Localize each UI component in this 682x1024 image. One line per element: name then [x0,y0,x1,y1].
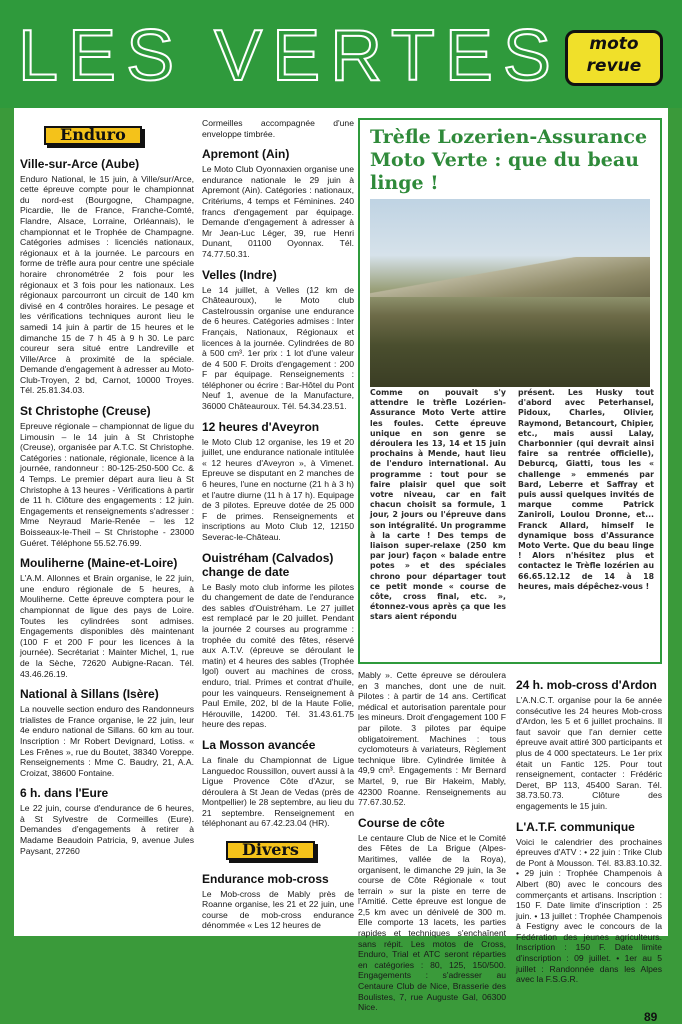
magazine-logo [565,30,663,86]
article-title: Velles (Indre) [202,267,277,282]
article-body: le Moto Club 12 organise, les 19 et 20 juillet, une endurance nationale intitulée « 12 heures d'Aveyron », à Vimenet. Epreuve se disputant en 2 manches de 6 heures, l'une en nocturne (21 h à 3 h) et l'autre diurne (11 h à 17 h). Equipage de 3 pilotes. Epreuve dotée de 25 000 F de primes. Renseignements et inscriptions au Moto Club 12, 12150 Severac-le-Château. [202,436,354,542]
section-title: LES VERTES [18,16,561,96]
feature-paragraph: présent. Les Husky tout d'abord avec Peterhansel, Pidoux, Charles, Olivier, Raymond, Betancourt, Chipier, etc., mais aussi Lalay, Charbonnier (qui devrait ainsi faire sa rentrée officielle), Deburcq, Giatti, tous les « challenge » emmenés par Bard, Leberre et Saffray et puis aussi quelques invités de marque comme Patrick Zaniroli, Loulou Dronne, et... Franck Allard, himself le dynamique boss d'Assurance Moto Verte. Que du beau linge ! Alors n'hésitez plus et contactez le Trèfle lozérien au 66.65.12.12 de 14 à 18 heures, mais dépêchez-vous ! [518,388,654,591]
section-tag-divers: Divers [226,841,315,860]
article-body: La finale du Championnat de Ligue Languedoc Roussillon, ouvert aussi à la Ligue Provence Côte d'Azur, se déroulera à St Jean de Vedas (près de Montpellier) le 28 septembre, au lieu du 21 septembre. Renseignement en téléphonant au 67.42.23.04 (HR). [202,754,354,829]
article-body: Le centaure Club de Nice et le Comité des Fêtes de La Brigue (Alpes-Maritimes, vallée de la Roya), organisent, le dimanche 29 juin, la 3e course de Côte Régionale « tout terrain » sur la piste en terre de l'Amitié. Cette épreuve est longue de 2,5 km avec un dénivelé de 300 m. Elle comporte 13 lacets, les parties rapides et techniques s'enchaînent sans répit. Les motos de Cross, Enduro, Trial et ATC seront réparties en catégories : 80, 125, 150/500. Engagements : s'adresser au Centaure Club de Nice, Brasserie des Boulistes, 7, rue Auguste Gal, 06300 Nice. [358,832,506,1013]
column-3c [516,670,662,989]
column-1 [20,118,194,860]
article-body: Le Mob-cross de Mably près de Roanne organise, les 21 et 22 juin, une course de mob-cross endurance dénommée « Les 12 heures de [202,888,354,931]
article-continuation: Cormeilles accompagnée d'une enveloppe timbrée. [202,118,354,139]
article-continuation: Mably ». Cette épreuve se déroulera en 3 manches, dont une de nuit. Pilotes : à partir de 14 ans. Certificat médical et autorisation parentale pour les mineurs. Droit d'engagement 100 F par pilote. 3 pilotes par équipe obligatoirement. Machines : tous cyclomoteurs à variateurs, Règlement technique libre. Cylindrée limitée à 49,9 cm³. Engagements : Mr Bernard Martel, 9, rue Bir Hakeim, Mably, 42300 Roanne. Renseignements au 77.67.30.52. [358,670,506,808]
photo-ridge [370,257,650,297]
article-title: 12 heures d'Aveyron [202,419,320,434]
feature-col-a [370,388,506,623]
article-title: Ville-sur-Arce (Aube) [20,156,140,171]
feature-col-b [518,388,654,592]
article-body: Le 22 juin, course d'endurance de 6 heures, à St Sylvestre de Cormeilles (Eure). Demandes d'engagements à retirer à Madame Beaudoin Patricia, 9, avenue Jules Paysant, 27260 [20,803,194,856]
logo-line-2: revue [586,56,642,76]
page-header [0,0,682,108]
feature-paragraph: Comme on pouvait s'y attendre le trèfle Lozérien-Assurance Moto Verte attire les foules. Cette épreuve unique en son genre se déroulera les 13, 14 et 15 juin prochains à Mende, haut lieu de l'enduro international. Au programme : tout pour se faire plaisir quel que soit votre niveau, car en fait chacun choisit sa formule, 1 jour, 2 jours ou l'épreuve dans son intégralité. Un programme à la carte ! Des temps de liaison super-relaxe (250 km par jour) façon « balade entre potes » et des spéciales chrono pour départager tout ce petit monde « course de côte, cross final, etc. », étonnez-vous après ça que les stars aient répondu [370,388,506,622]
section-tag-enduro: Enduro [44,126,142,145]
article-title: L'A.T.F. communique [516,819,635,834]
article-title: Ouistréham (Calvados) change de date [202,550,334,579]
article-title: La Mosson avancée [202,737,316,752]
article-body: La nouvelle section enduro des Randonneurs trialistes de France organise, le 22 juin, leur 4e enduro national de Sillans. 60 km au tour. Inscription : Mr Robert Devignard, Lotiss. « Les Frênes », rue du Boutet, 38340 Voreppe. Renseignements : Mme C. Baudry, 21, A.A. Croizat, 38600 Fontaine. [20,704,194,778]
article-title: Course de côte [358,815,445,830]
article-body: L'A.N.C.T. organise pour la 6e année consécutive les 24 heures Mob-cross d'Ardon, les 5 et 6 juillet prochains. Il faut savoir que l'an dernier cette épreuve avait attiré 300 participants et plus de 4 000 spectateurs. Le 1er prix était un Fantic 125. Pour tout renseignement, contacter : Frédéric Deret, BP 113, 45400 Saran. Tél. 38.73.50.73. Clôture des engagements le 15 juin. [516,695,662,811]
article-title: St Christophe (Creuse) [20,404,151,419]
article-title: Mouliherne (Maine-et-Loire) [20,556,178,571]
article-body: Enduro National, le 15 juin, à Ville/sur/Arce, cette épreuve compte pour le championnat du nord-est (Bourgogne, Champagne, Picardie, Ile de France, Franche-Comté, Flandre, Alsace, Lorraine, Orléannais), le championnat et le Trophée de Champagne. Catégories admises : licenciés nationaux, régionaux et à la journée. Le parcours en forme de trèfle aura pour centre une spéciale horaire chronométrée 2 fois pour les régionaux et 3 fois pour les nationaux. Les régionaux parcourront un circuit de 140 km divisé en 4 contrôles horaires. Le pesage et les vérifications techniques auront lieu le samedi 14 juin à partir de 15 heures et le dimanche 15 de 7 h 45 à 9 h 30. Le parc coureur sera situé entre Landreville et Ville/Arce à proximité de la spéciale. Demande d'engagement à adresser au Moto-Club-Troyen, 2 bd, Carnot, 10000 Troyes. Tél. 25.81.34.03. [20,173,194,396]
column-3b [358,670,506,1017]
page-number: 89 [644,1010,658,1024]
feature-box [358,118,662,664]
page-body [14,108,668,1024]
article-title: National à Sillans (Isère) [20,687,159,702]
article-body: Le 14 juillet, à Velles (12 km de Châteauroux), le Moto club Castelroussin organise une endurance de 6 heures. Catégories admises : Inter Français, Nationaux, Régionaux et licences à la journée. Cylindrées de 80 à 500 cm³. 1er prix : 1 lot d'une valeur de 4 500 F. Droits d'engagement : 200 F par équipage. Renseignements : téléphoner ou écrire : Bar-Hôtel du Pont Neuf 1, avenue de la Manufacture, 36000 Châteauroux. Tél. 54.34.23.51. [202,284,354,412]
article-body: Le Moto Club Oyonnaxien organise une endurance nationale le 29 juin à Apremont (Ain). Catégories : nationaux, Critériums, 4 temps et Féminines. 240 francs d'engagement par équipage. Demande d'engagement à adresser à Mr Jean-Luc Léger, 39, rue Henri Dunant, 01100 Oyonnax. Tél. 74.77.50.31. [202,164,354,259]
article-title: Endurance mob-cross [202,871,329,886]
feature-title: Trèfle Lozerien-Assurance Moto Verte : que du beau linge ! [370,126,648,194]
article-title: 6 h. dans l'Eure [20,786,109,801]
article-body: Voici le calendrier des prochaines épreuves d'ATV : • 22 juin : Trike Club de Pont à Mousson. Tél. 83.83.10.32. • 29 juin : Trophée Champenois à Albert (80) avec le concours des commerçants et artisans. Inscription : 150 F. Date limite d'inscription : 25 juin. • 13 juillet : Trophée Champenois à Festigny avec le concours de la Fédération des jeunes agriculteurs. Inscription : 150 F. Date limite d'inscription : 09 juillet. • 1er au 5 juillet : Randonnée dans les Alpes avec la F.S.G.R. [516,836,662,985]
column-2 [202,118,354,935]
article-body: L'A.M. Allonnes et Brain organise, le 22 juin, une enduro régionale de 5 heures, à Mouliherne. Cette épreuve comptera pour le championnat de ligue des pays de Loire. Toutes les cylindrées sont admises. Engagements disponibles dès maintenant (100 F et 200 F pour les licences à la journée). Secrétariat : Mainter Michel, 1, rue de la Sèche, 72620 Aubigne-Racan. Tél. 43.46.26.19. [20,573,194,679]
article-body: Epreuve régionale – championnat de ligue du Limousin – le 14 juin à St Christophe (Creuse), organisée par A.T.C. St Christophe. Catégories : nationale, régionale, licence à la journée, randonneur : 80-125-250-500 Cc. & 4 Temps. Le premier départ aura lieu à St Christophe à 13 heures - Vérifications à partir de 11 h. Clôture des engagements : 12 juin. Engagements et renseignements s'adresser : Mme Neyraud Marie-Renée – les 12 Boisseaux-le-Theil – St Christophe - 23000 Guéret. Téléphone 55.52.76.99. [20,421,194,548]
article-title: Apremont (Ain) [202,147,290,162]
feature-photo [370,199,650,387]
article-body: Le Basly moto club informe les pilotes du changement de date de l'endurance des sables d'Ouistréham. Le 27 juillet est remplacé par le 20 juillet. Pendant la journée 2 courses au programme : trophée du comité des fêtes, réservé aux A.T.V. (épreuve se déroulant le matin) et 4 heures des sables (Trophée Igol) ouvert au machines de cross, enduro, trial. Primes et contrat d'huile, pour les vainqueurs. Renseignement à Paul Emile, 202, bl de la Haute Folie, Hérouville, 14200. Tél. 31.43.61.75 heure des repas. [202,581,354,730]
logo-line-1: moto [589,34,639,54]
article-title: 24 h. mob-cross d'Ardon [516,678,657,692]
